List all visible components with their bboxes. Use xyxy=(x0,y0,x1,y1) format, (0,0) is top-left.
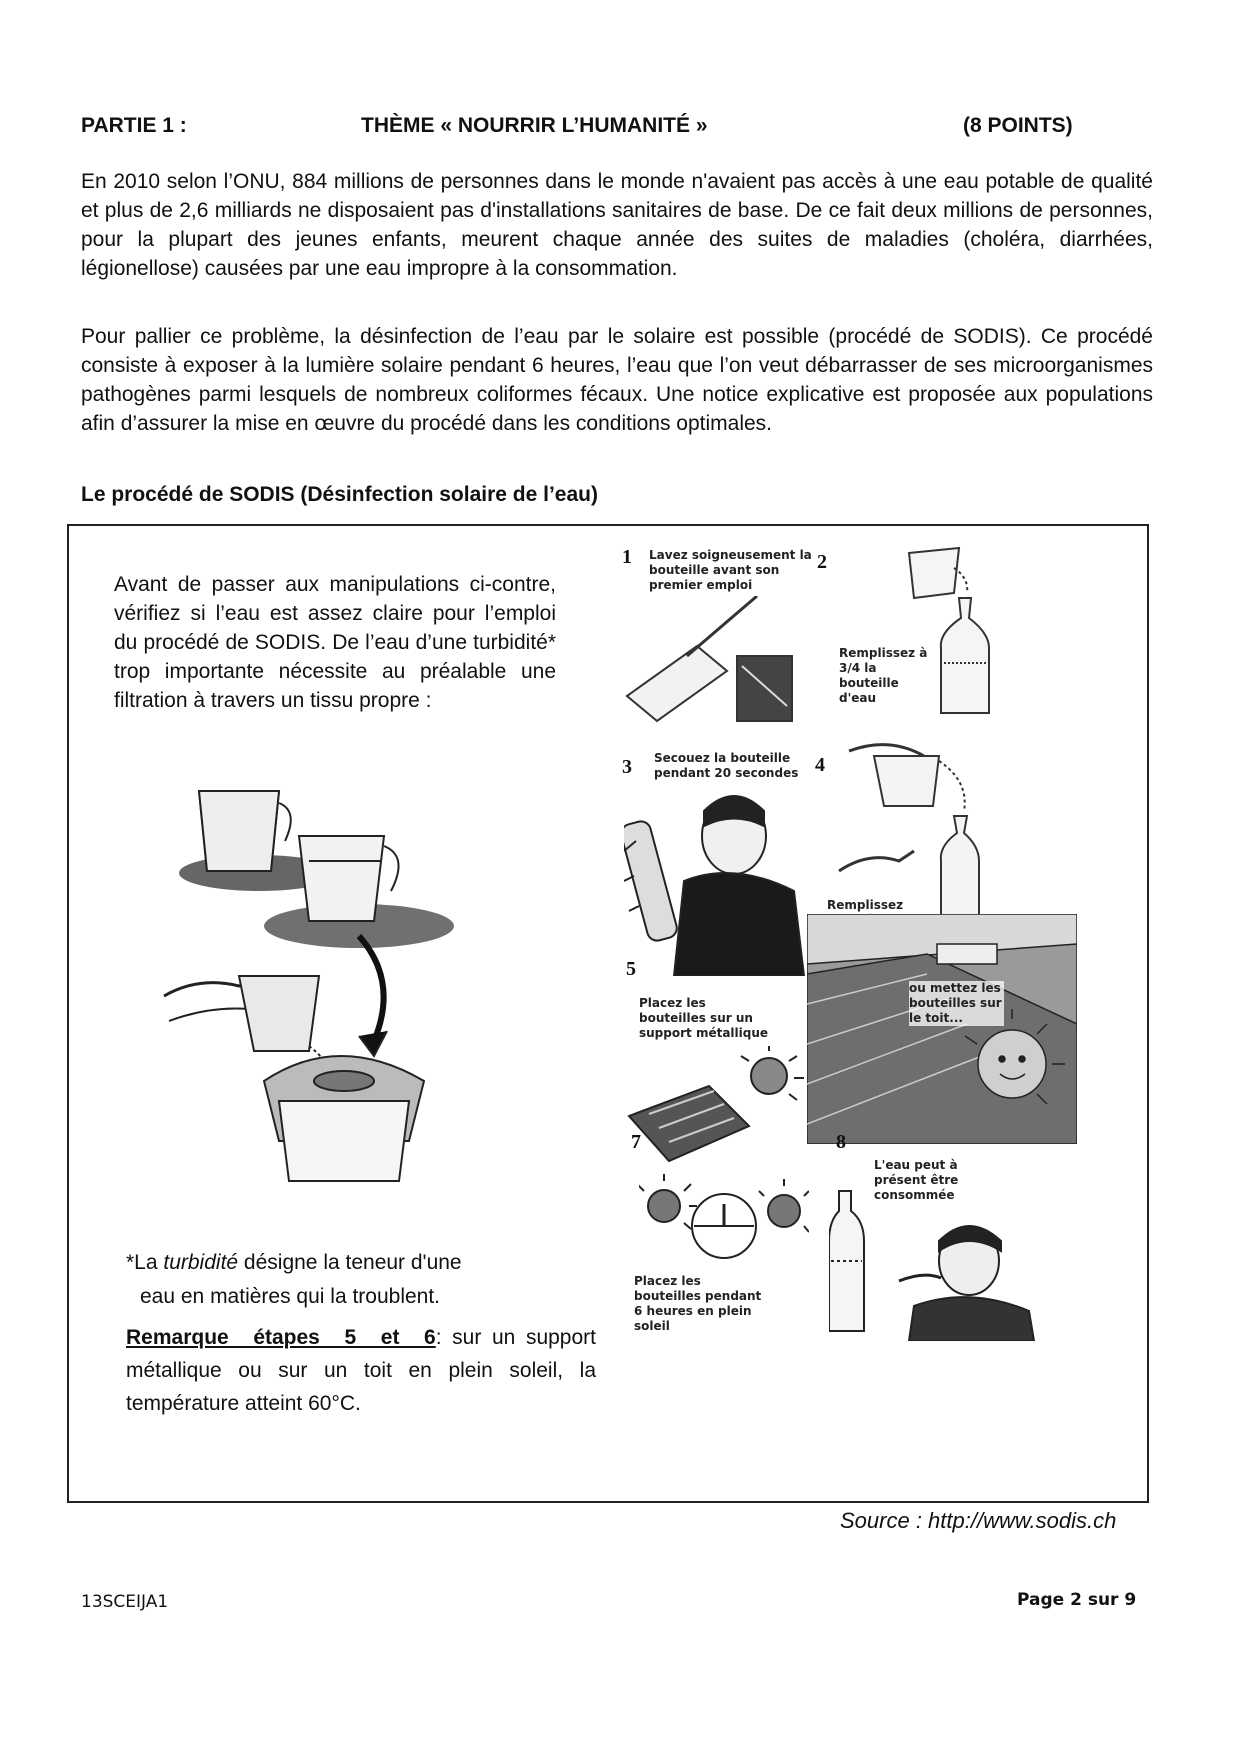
step-4-illustration xyxy=(829,741,1079,936)
step-6-illustration xyxy=(807,914,1077,1144)
footnote-term: turbidité xyxy=(163,1251,239,1274)
step-2-illustration xyxy=(889,538,1079,728)
section-title: Le procédé de SODIS (Désinfection solaire de l’eau) xyxy=(81,483,598,506)
step-4-caption: Remplissez xyxy=(827,898,904,912)
step-7-caption: Placez les bouteilles pendant 6 heures en plein soleil xyxy=(634,1274,762,1333)
points-label: (8 POINTS) xyxy=(963,114,1073,137)
footnote-rest: désigne la teneur d'une xyxy=(238,1251,462,1274)
step-4-number: 4 xyxy=(815,754,825,776)
footnote-line2: eau en matières qui la troublent. xyxy=(140,1285,441,1308)
sodis-notice-box xyxy=(67,524,1149,1503)
document-code: 13SCEIJA1 xyxy=(81,1592,169,1612)
remark-title: Remarque étapes 5 et 6 xyxy=(126,1326,436,1349)
step-2-caption: Remplissez à 3/4 la bouteille d'eau xyxy=(839,646,928,705)
page-header xyxy=(81,114,1091,146)
remark-text: : sur un support métallique ou sur un toit en plein soleil, la température atteint 60°C. xyxy=(126,1326,596,1415)
remark xyxy=(126,1321,596,1420)
filtration-illustration xyxy=(159,781,569,1201)
step-1-number: 1 xyxy=(622,546,632,568)
intro-paragraph-1: En 2010 selon l’ONU, 884 millions de personnes dans le monde n'avaient pas accès à une eau potable de qualité et plus de 2,6 milliards ne disposaient pas d'installations sanitaires de base. De ce fait deux millions de personnes, pour la plupart des jeunes enfants, meurent chaque année des suites de maladies (choléra, diarrhées, légionellose) causées par une eau impropre à la consommation. xyxy=(81,170,1153,280)
turbidity-footnote xyxy=(126,1246,546,1314)
step-5-caption: Placez les bouteilles sur un support métallique xyxy=(639,996,769,1040)
step-3-caption: Secouez la bouteille pendant 20 secondes xyxy=(654,751,799,780)
step-7-number: 7 xyxy=(631,1131,641,1153)
step-3-illustration xyxy=(624,781,809,976)
step-5-number: 5 xyxy=(626,958,636,980)
page-number: Page 2 sur 9 xyxy=(1017,1590,1137,1610)
notice-intro-text: Avant de passer aux manipulations ci-contre, vérifiez si l’eau est assez claire pour l’emploi du procédé de SODIS. De l’eau d’une turbidité* trop importante nécessite au préalable une filtration à travers un tissu propre : xyxy=(114,573,556,712)
theme-title: THÈME « NOURRIR L’HUMANITÉ » xyxy=(361,114,708,137)
part-label: PARTIE 1 : xyxy=(81,114,187,137)
step-1-caption: Lavez soigneusement la bouteille avant son premier emploi xyxy=(649,548,812,592)
step-5-illustration xyxy=(619,1046,809,1166)
step-8-number: 8 xyxy=(836,1131,846,1153)
step-2-number: 2 xyxy=(817,551,827,573)
intro-paragraph-2: Pour pallier ce problème, la désinfection de l’eau par le solaire est possible (procédé de SODIS). Ce procédé consiste à exposer à la lumière solaire pendant 6 heures, l’eau que l’on veut débarrasser de ses microorganismes pathogènes parmi lesquels de nombreux coliformes fécaux. Une notice explicative est proposée aux populations afin d’assurer la mise en œuvre du procédé dans les conditions optimales. xyxy=(81,325,1153,435)
step-6-caption: ou mettez les bouteilles sur le toit... xyxy=(909,981,1004,1026)
step-1-illustration xyxy=(617,596,797,726)
source-citation: Source : http://www.sodis.ch xyxy=(840,1508,1117,1533)
footnote-prefix: *La xyxy=(126,1251,164,1274)
step-7-illustration xyxy=(639,1166,809,1276)
step-8-illustration xyxy=(829,1186,1069,1341)
step-8-caption: L'eau peut à présent être consommée xyxy=(874,1158,959,1202)
step-3-number: 3 xyxy=(622,756,632,778)
